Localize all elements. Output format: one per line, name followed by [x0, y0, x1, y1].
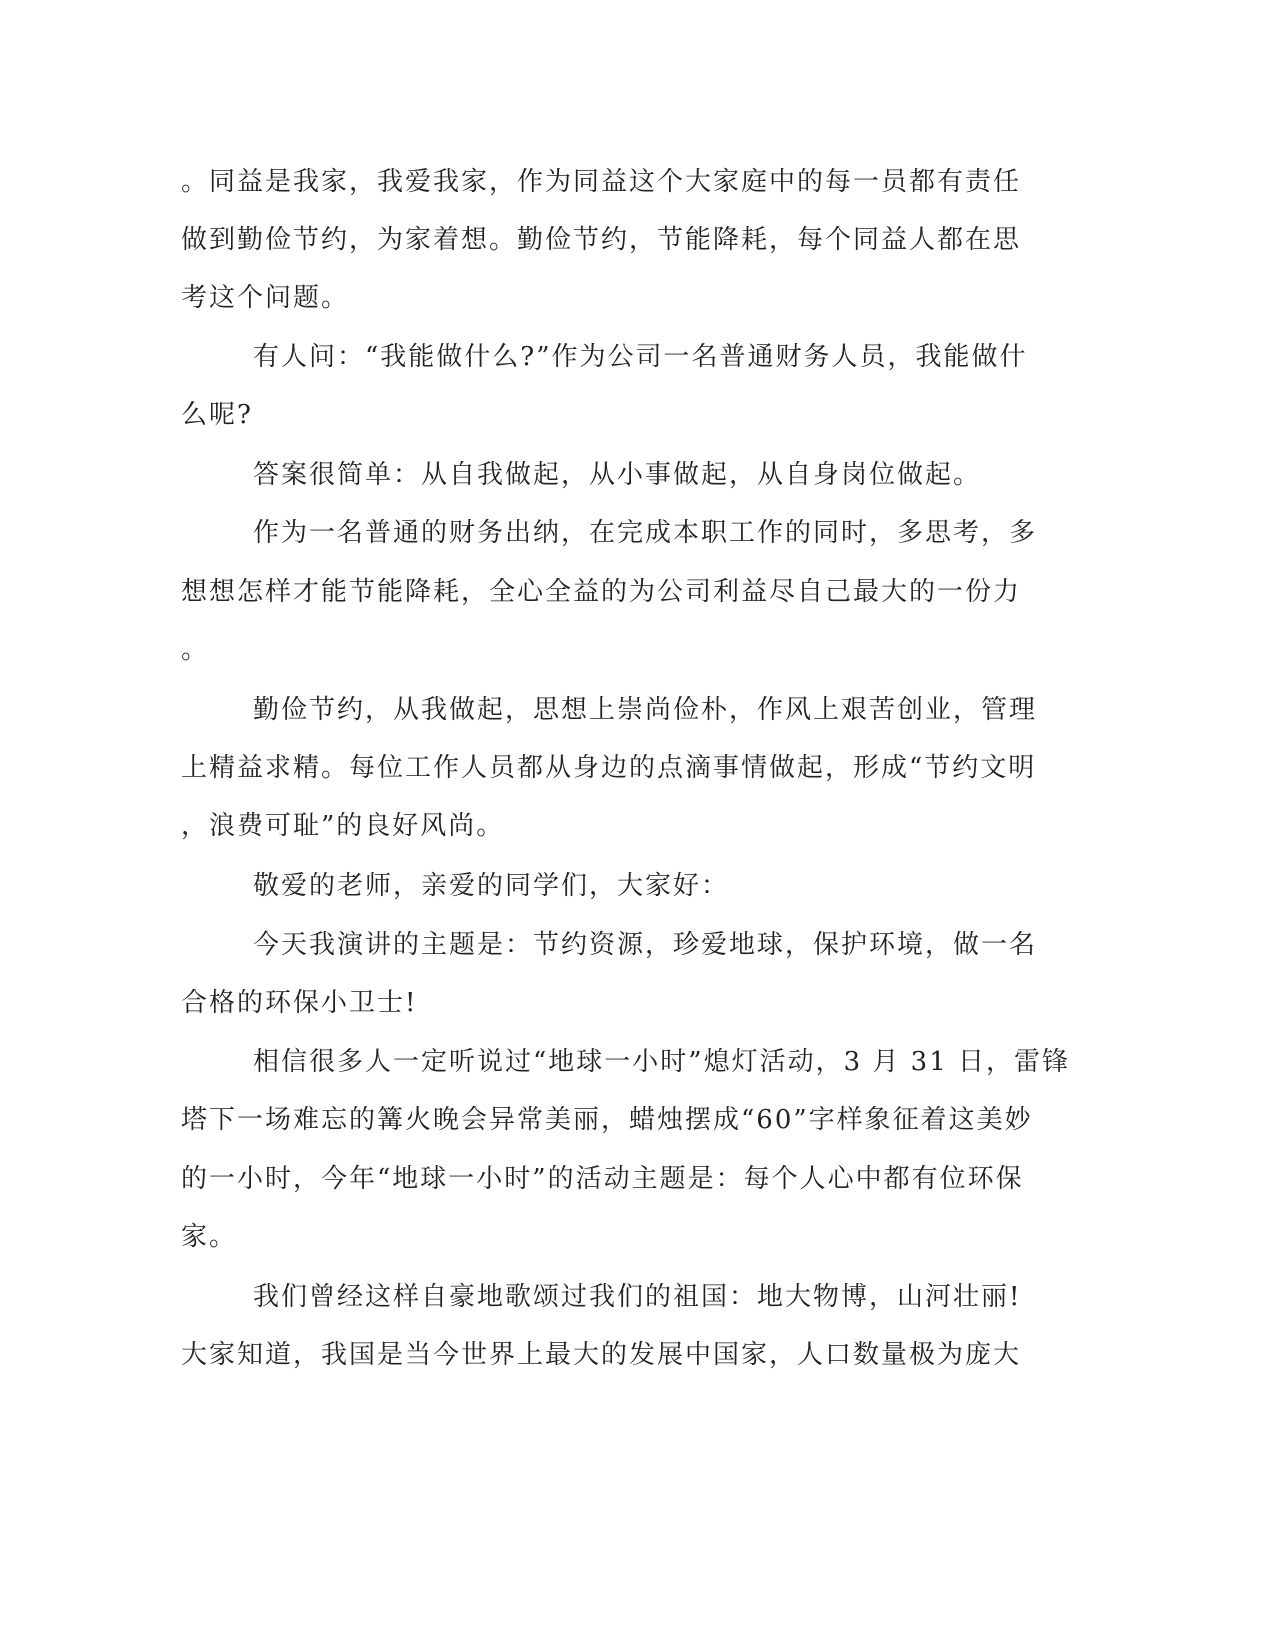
text-line: 。同益是我家，我爱我家，作为同益这个大家庭中的每一员都有责任 [181, 167, 1022, 197]
text-line: 作为一名普通的财务出纳，在完成本职工作的同时，多思考，多 [253, 518, 1038, 548]
text-line: 考这个问题。 [181, 283, 350, 313]
text-line: 么呢? [181, 400, 253, 430]
text-line: 的一小时，今年“地球一小时”的活动主题是：每个人心中都有位环保 [181, 1164, 1024, 1194]
text-line: 想想怎样才能节能降耗，全心全益的为公司利益尽自己最大的一份力 [181, 577, 1022, 607]
text-line: 。 [181, 635, 210, 665]
text-line: 勤俭节约，从我做起，思想上崇尚俭朴，作风上艰苦创业，管理 [253, 695, 1038, 725]
text-line: ，浪费可耻”的良好风尚。 [181, 811, 505, 841]
text-line: 塔下一场难忘的篝火晚会异常美丽，蜡烛摆成“60”字样象征着这美妙 [181, 1105, 1033, 1135]
text-line: 我们曾经这样自豪地歌颂过我们的祖国：地大物博，山河壮丽! [253, 1282, 1022, 1312]
text-line: 上精益求精。每位工作人员都从身边的点滴事情做起，形成“节约文明 [181, 753, 1037, 783]
text-line: 合格的环保小卫士! [181, 988, 418, 1018]
text-line: 答案很简单：从自我做起，从小事做起，从自身岗位做起。 [253, 460, 982, 490]
text-line: 有人问：“我能做什么?”作为公司一名普通财务人员，我能做什 [253, 342, 1028, 372]
text-line: 大家知道，我国是当今世界上最大的发展中国家，人口数量极为庞大 [181, 1340, 1022, 1370]
text-line: 今天我演讲的主题是：节约资源，珍爱地球，保护环境，做一名 [253, 930, 1038, 960]
text-line: 家。 [181, 1222, 238, 1252]
text-line: 相信很多人一定听说过“地球一小时”熄灯活动，3 月 31 日，雷锋 [253, 1047, 1071, 1077]
text-line: 敬爱的老师，亲爱的同学们，大家好： [253, 871, 730, 901]
text-line: 做到勤俭节约，为家着想。勤俭节约，节能降耗，每个同益人都在思 [181, 225, 1022, 255]
